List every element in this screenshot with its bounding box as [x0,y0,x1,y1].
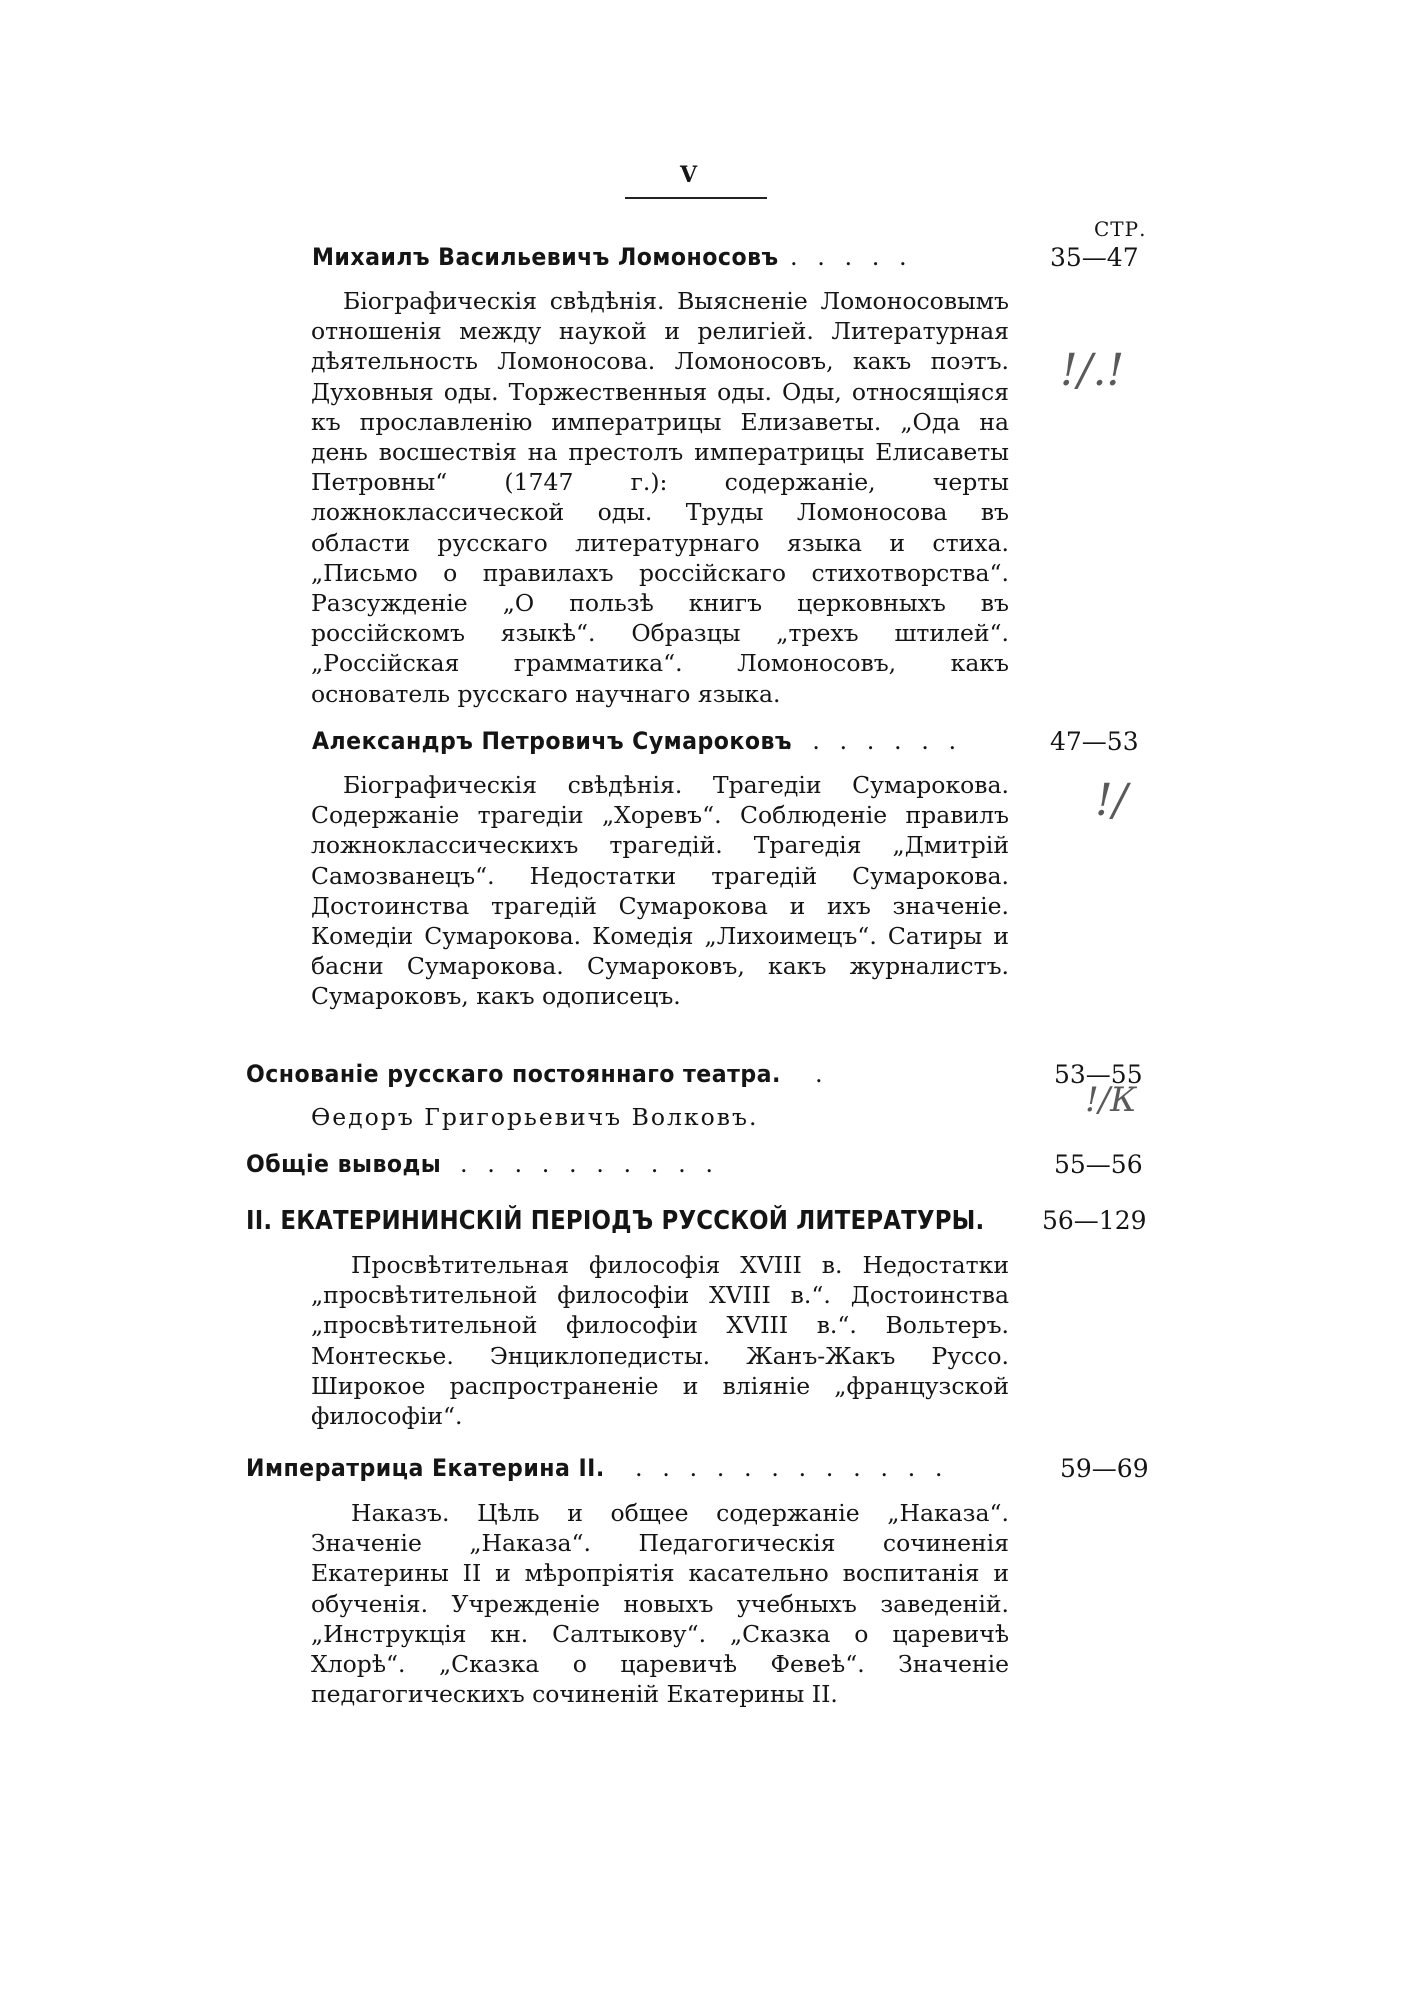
margin-note-lomonosov: !/.! [1060,345,1125,396]
entry-description-theatre: Ѳедоръ Григорьевичъ Волковъ. [311,1103,759,1131]
entry-pages-catherine-ii: 59—69 [1060,1454,1149,1483]
entry-heading-lomonosov: Михаилъ Васильевичъ Ломоносовъ [312,243,779,271]
header-rule [625,197,767,199]
entry-description-sumarokov: Біографическія свѣдѣнія. Трагедіи Сумарокова. Содержаніе трагедіи „Хоревъ“. Соблюденіе правилъ ложноклассическихъ трагедій. Трагедія „Дмитрій Самозванецъ“. Недостатки трагедій Сумарокова. Достоинства трагедій Сумарокова и ихъ значеніе. Комедіи Сумарокова. Комедія „Лихоимецъ“. Сатиры и басни Сумарокова. Сумароковъ, какъ журналистъ. Сумароковъ, какъ одописецъ. [311,771,1009,1011]
entry-pages-conclusions: 55—56 [1054,1150,1143,1179]
entry-leader-lomonosov: . . . . . [790,243,913,271]
entry-pages-lomonosov: 35—47 [1050,243,1139,272]
entry-description-lomonosov: Біографическія свѣдѣнія. Выясненіе Ломоносовымъ отношенія между наукой и религіей. Литературная дѣятельность Ломоносова. Ломоносовъ, какъ поэтъ. Духовныя оды. Торжественныя оды. Оды, относящіяся къ прославленію императрицы Елизаветы. „Ода на день восшествія на престолъ императрицы Елисаветы Петровны“ (1747 г.): содержаніе, черты ложноклассической оды. Труды Ломоносова въ области русскаго литературнаго языка и стиха. „Письмо о правилахъ россійскаго стихотворства“. Разсужденіе „О пользѣ книгъ церковныхъ въ россійскомъ языкѣ“. Образцы „трехъ штилей“. „Россійская грамматика“. Ломоносовъ, какъ основатель русскаго научнаго языка. [311,287,1009,708]
margin-note-theatre: !/К [1085,1080,1137,1120]
entry-description-catherine-period: Просвѣтительная философія XVIII в. Недостатки „просвѣтительной философіи XVIII в.“. Достоинства „просвѣтительной философіи XVIII в.“. Вольтеръ. Монтескье. Энциклопедисты. Жанъ-Жакъ Руссо. Широкое распространеніе и вліяніе „французской философіи“. [311,1251,1009,1431]
page-number: V [680,162,698,188]
page-column-header: СТР. [1094,217,1147,241]
entry-heading-conclusions: Общіе выводы [246,1150,442,1178]
entry-leader-conclusions: . . . . . . . . . . [460,1150,719,1178]
entry-pages-theatre: 53—55 [1054,1060,1143,1089]
entry-heading-catherine-ii: Императрица Екатерина II. [246,1454,605,1482]
entry-heading-theatre: Основаніе русскаго постояннаго театра. [246,1060,781,1088]
entry-heading-catherine-period: II. ЕКАТЕРИНИНСКІЙ ПЕРІОДЪ РУССКОЙ ЛИТЕРАТУРЫ. [246,1206,985,1236]
entry-description-catherine-ii: Наказъ. Цѣль и общее содержаніе „Наказа“. Значеніе „Наказа“. Педагогическія сочиненія Екатерины II и мѣропріятія касательно воспитанія и обученія. Учрежденіе новыхъ учебныхъ заведеній. „Инструкція кн. Салтыкову“. „Сказка о царевичѣ Хлорѣ“. „Сказка о царевичѣ Февеѣ“. Значеніе педагогическихъ сочиненій Екатерины II. [311,1499,1009,1709]
entry-heading-sumarokov: Александръ Петровичъ Сумароковъ [312,727,792,755]
entry-leader-sumarokov: . . . . . . . [785,727,963,755]
entry-leader-theatre: . [815,1060,829,1088]
entry-pages-sumarokov: 47—53 [1050,727,1139,756]
entry-pages-catherine-period: 56—129 [1042,1206,1147,1235]
entry-leader-catherine-ii: . . . . . . . . . . . . [635,1454,949,1482]
margin-note-sumarokov: !/ [1095,775,1128,826]
